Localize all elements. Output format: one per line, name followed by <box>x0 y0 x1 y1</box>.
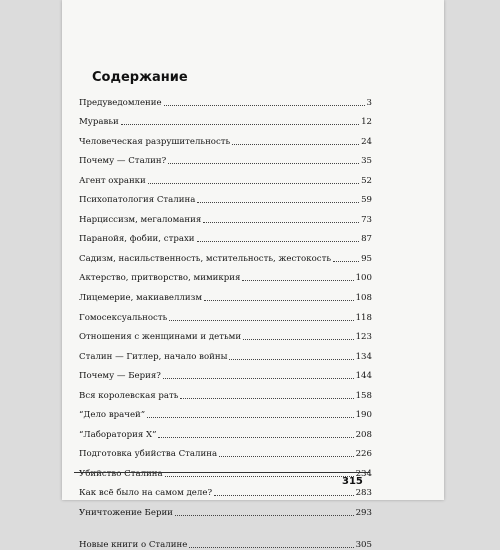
toc-entry <box>79 303 372 323</box>
toc-entry <box>79 244 372 264</box>
dot-leader <box>169 320 353 321</box>
toc-entry-page: 283 <box>355 488 372 499</box>
dot-leader <box>197 202 359 203</box>
dot-leader <box>333 261 359 262</box>
toc-entry-title: Уничтожение Берии <box>79 508 173 519</box>
toc-entry-title: “Дело врачей” <box>79 410 146 421</box>
toc-entry-title: Садизм, насильственность, мстительность, жестокость <box>79 253 332 264</box>
toc-entry-title: Отношения с женщинами и детьми <box>79 332 242 343</box>
dot-leader <box>242 280 353 281</box>
toc-entry <box>79 186 372 206</box>
toc-entry-title: Новые книги о Сталине <box>79 539 188 550</box>
toc-entry <box>79 342 372 362</box>
dot-leader <box>180 398 353 399</box>
toc-entry-title: Сталин — Гитлер, начало войны <box>79 351 228 362</box>
toc-entry <box>79 283 372 303</box>
dot-leader <box>164 105 365 106</box>
toc-entry-page: 52 <box>361 175 372 186</box>
toc-entry-title: Почему — Сталин? <box>79 156 167 167</box>
toc-entry-page: 59 <box>361 195 372 206</box>
toc-entry-title: Человеческая разрушительность <box>79 136 231 147</box>
toc-entry-page: 190 <box>355 410 372 421</box>
dot-leader <box>165 476 354 477</box>
toc-entry-title: Предуведомление <box>79 97 162 108</box>
toc-entry-page: 134 <box>355 351 372 362</box>
toc-entry-page: 234 <box>355 468 372 479</box>
toc-entry-page: 123 <box>355 332 372 343</box>
toc-entry <box>79 381 372 401</box>
toc-entry-page: 100 <box>355 273 372 284</box>
toc-entry <box>79 479 372 499</box>
toc-entry-page: 3 <box>366 97 372 108</box>
toc-entry <box>79 166 372 186</box>
toc-entry <box>79 264 372 284</box>
toc-entry-page: 12 <box>361 117 372 128</box>
toc-entry-page: 95 <box>361 253 372 264</box>
toc-entry-page: 118 <box>355 312 372 323</box>
dot-leader <box>175 515 354 516</box>
toc-entry-title: Паранойя, фобии, страхи <box>79 234 195 245</box>
toc-entry <box>79 108 372 128</box>
toc-entry <box>79 127 372 147</box>
dot-leader <box>232 144 359 145</box>
dot-leader <box>197 241 360 242</box>
toc-entry <box>79 401 372 421</box>
toc-heading: Содержание <box>92 70 188 85</box>
toc-entry-page: 293 <box>355 508 372 519</box>
toc-entry-page: 35 <box>361 156 372 167</box>
dot-leader <box>204 300 354 301</box>
toc-entry-title: Вся королевская рать <box>79 390 179 401</box>
toc-entry <box>79 362 372 382</box>
footer-rule <box>74 472 370 473</box>
toc-entry <box>79 440 372 460</box>
toc-entry-title: Убийство Сталина <box>79 468 163 479</box>
toc-entry-page: 73 <box>361 214 372 225</box>
toc-entry <box>79 323 372 343</box>
toc-entry-title: Агент охранки <box>79 175 146 186</box>
toc-entry-title: Подготовка убийства Сталина <box>79 449 218 460</box>
dot-leader <box>147 417 353 418</box>
dot-leader <box>229 359 353 360</box>
toc-entry-title: Лицемерие, макиавеллизм <box>79 293 203 304</box>
table-of-contents <box>79 88 372 550</box>
toc-entry-title: Актерство, притворство, мимикрия <box>79 273 241 284</box>
dot-leader <box>219 456 354 457</box>
toc-entry-page: 144 <box>355 371 372 382</box>
dot-leader <box>168 163 359 164</box>
page-number: 315 <box>342 476 363 487</box>
toc-entry-page: 158 <box>355 390 372 401</box>
toc-entry-page: 108 <box>355 293 372 304</box>
toc-entry-page: 226 <box>355 449 372 460</box>
dot-leader <box>214 495 354 496</box>
toc-entry-title: Муравьи <box>79 117 119 128</box>
toc-entry-page: 24 <box>361 136 372 147</box>
dot-leader <box>243 339 354 340</box>
toc-entry <box>79 147 372 167</box>
toc-entry-title: “Лаборатория Х” <box>79 429 157 440</box>
toc-entry <box>79 205 372 225</box>
toc-entry <box>79 459 372 479</box>
toc-entry-title: Как всё было на самом деле? <box>79 488 213 499</box>
toc-entry-title: Гомосексуальность <box>79 312 168 323</box>
toc-entry <box>79 225 372 245</box>
toc-entry-appendix <box>79 530 372 550</box>
toc-entry-title: Нарциссизм, мегаломания <box>79 214 202 225</box>
dot-leader <box>203 222 359 223</box>
dot-leader <box>189 547 353 548</box>
toc-entry-title: Психопатология Сталина <box>79 195 196 206</box>
toc-entry <box>79 88 372 108</box>
toc-entry <box>79 498 372 518</box>
toc-entry-title: Почему — Берия? <box>79 371 161 382</box>
toc-entry-page: 208 <box>355 429 372 440</box>
dot-leader <box>158 437 353 438</box>
dot-leader <box>148 183 359 184</box>
toc-entry-page: 87 <box>361 234 372 245</box>
dot-leader <box>121 124 359 125</box>
toc-entry-page: 305 <box>355 539 372 550</box>
dot-leader <box>163 378 354 379</box>
toc-entry <box>79 420 372 440</box>
